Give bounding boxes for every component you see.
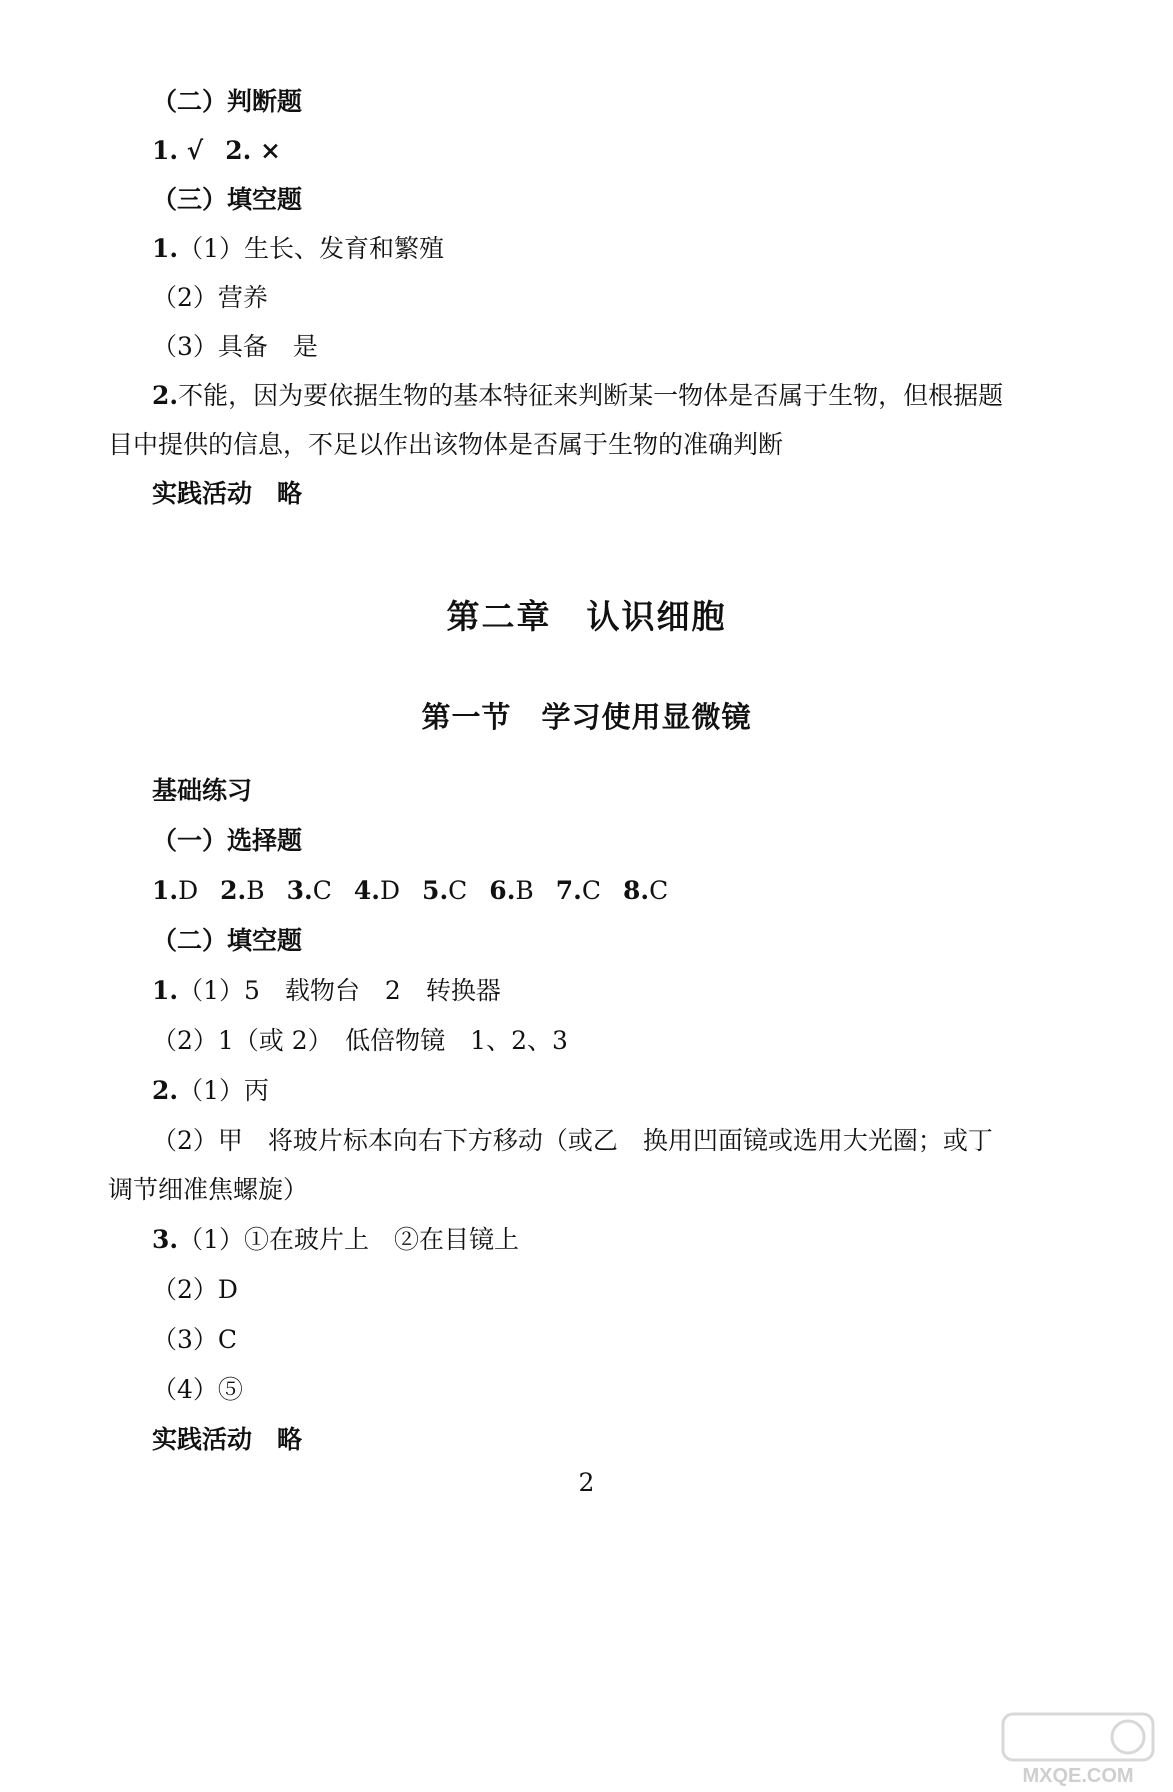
question-number: 1.: [152, 976, 179, 1005]
question-number: 1.: [152, 234, 179, 263]
judge-answers: [152, 134, 281, 168]
fill-section-title-2: （二）填空题: [152, 926, 303, 955]
choice-answer-3: 3.C: [286, 876, 332, 905]
choice-answer-6: 6.B: [489, 876, 534, 905]
choice-answer-2: 2.B: [220, 876, 265, 905]
section-title: 第一节 学习使用显微镜: [421, 700, 752, 734]
basic-practice-heading: 基础练习: [152, 776, 253, 805]
fill2-q3-part1: [152, 1223, 519, 1257]
choice-answers: [152, 874, 668, 908]
answer-text: （1）①在玻片上 ②在目镜上: [178, 1225, 520, 1254]
fill-q2-line1: [152, 379, 1003, 413]
answer-text: 不能，因为要依据生物的基本特征来判断某一物体是否属于生物，但根据题: [178, 381, 1004, 410]
fill-q1-part2: （2）营养: [152, 283, 268, 312]
question-number: 2.: [152, 1076, 179, 1105]
judge-answer-2: 2. ×: [225, 136, 281, 165]
practice-activity-top: 实践活动 略: [152, 479, 303, 508]
choice-answer-4: 4.D: [353, 876, 401, 905]
watermark-logo-icon: [983, 1708, 1163, 1788]
question-number: 2.: [152, 381, 179, 410]
choice-answer-5: 5.C: [422, 876, 468, 905]
fill-q1-part1: [152, 232, 444, 266]
answer-text: （1）生长、发育和繁殖: [178, 234, 445, 263]
judge-section-title: （二）判断题: [152, 87, 303, 116]
fill2-q1-part1: [152, 974, 501, 1008]
fill-q1-part3: （3）具备 是: [152, 332, 318, 361]
page-number: 2: [578, 1468, 595, 1497]
watermark-text: MXQE.COM: [1022, 1765, 1134, 1787]
fill2-q3-part2: （2）D: [152, 1275, 238, 1304]
question-number: 3.: [152, 1225, 179, 1254]
fill2-q1-part2: （2）1（或 2） 低倍物镜 1、2、3: [152, 1026, 568, 1055]
choice-answer-1: 1.D: [152, 876, 199, 905]
fill2-q2-part2-line2: 调节细准焦螺旋）: [108, 1175, 309, 1204]
practice-activity-bottom: 实践活动 略: [152, 1425, 303, 1454]
choice-answer-8: 8.C: [623, 876, 669, 905]
fill2-q2-part1: [152, 1074, 269, 1108]
fill2-q3-part3: （3）C: [152, 1325, 238, 1354]
fill2-q2-part2-line1: （2）甲 将玻片标本向右下方移动（或乙 换用凹面镜或选用大光圈；或丁: [152, 1126, 993, 1155]
fill-section-title: （三）填空题: [152, 185, 303, 214]
chapter-title: 第二章 认识细胞: [446, 597, 727, 636]
answer-text: （1）丙: [178, 1076, 270, 1105]
fill2-q3-part4: （4）⑤: [152, 1375, 243, 1404]
answer-text: （1）5 载物台 2 转换器: [178, 976, 501, 1005]
choice-answer-7: 7.C: [555, 876, 602, 905]
fill-q2-line2: 目中提供的信息，不足以作出该物体是否属于生物的准确判断: [108, 430, 784, 459]
choice-section-title: （一）选择题: [152, 826, 303, 855]
judge-answer-1: 1. √: [152, 136, 204, 165]
